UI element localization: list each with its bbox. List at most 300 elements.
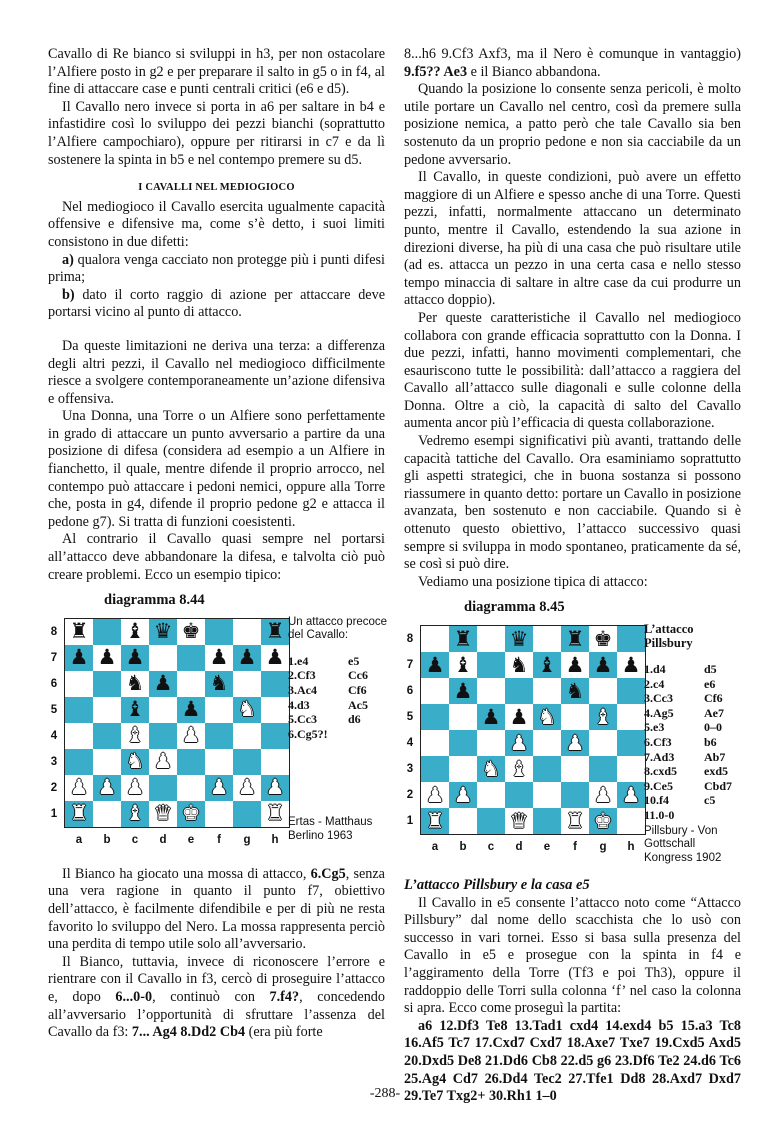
- white-queen-icon: ♛: [153, 801, 173, 826]
- black-move: c5: [704, 793, 716, 808]
- square-c1: [477, 808, 505, 834]
- file-label: c: [131, 833, 139, 846]
- black-queen-icon: ♛: [153, 619, 173, 644]
- black-queen-icon: ♛: [509, 626, 529, 651]
- square-f1: [561, 808, 589, 834]
- square-g1: [233, 801, 261, 827]
- black-rook-icon: ♜: [453, 626, 473, 651]
- paragraph: Nel mediogioco il Cavallo esercita ugualmente capacità offensive e difensive ma, come s’è detto, i suoi limiti consistono in due difetti:: [48, 198, 385, 250]
- square-f6: [561, 678, 589, 704]
- square-b6: [449, 678, 477, 704]
- square-g5: [233, 697, 261, 723]
- square-f8: [205, 619, 233, 645]
- list-item: [48, 252, 385, 287]
- white-pawn-icon: ♟: [453, 782, 473, 807]
- file-label: a: [431, 841, 439, 853]
- white-bishop-icon: ♝: [125, 723, 145, 748]
- square-d1: [505, 808, 533, 834]
- game-event: Berlino 1963: [288, 829, 353, 842]
- square-a3: [65, 749, 93, 775]
- square-b4: [93, 723, 121, 749]
- square-a6: [65, 671, 93, 697]
- square-b8: [93, 619, 121, 645]
- square-h7: [617, 652, 645, 678]
- section-title: I CAVALLI NEL MEDIOGIOCO: [138, 182, 295, 194]
- square-f4: [205, 723, 233, 749]
- square-g7: [233, 645, 261, 671]
- square-f2: [561, 782, 589, 808]
- rank-label: 3: [50, 755, 58, 768]
- square-e8: [533, 626, 561, 652]
- game-event: Kongress 1902: [644, 851, 722, 864]
- square-c8: [477, 626, 505, 652]
- black-rook-icon: ♜: [69, 619, 89, 644]
- black-knight-icon: ♞: [565, 678, 585, 703]
- square-b5: [93, 697, 121, 723]
- square-b7: [93, 645, 121, 671]
- black-move: b6: [704, 734, 717, 749]
- paragraph: Il Bianco, tuttavia, invece di riconoscere l’errore e rientrare con il Cavallo in f3, cercò di proseguire l’attacco e, dopo 6...0-0, continuò con 7.f4?, concedendo all’avversario l’opportunità di sfruttare l’assenza del Cavallo da f3: 7... Ag4 8.Dd2 Cb4 (era più forte: [48, 953, 385, 1041]
- file-label: f: [217, 833, 221, 846]
- white-rook-icon: ♜: [69, 801, 89, 826]
- white-pawn-icon: ♟: [69, 775, 89, 800]
- black-move: Cbd7: [704, 778, 733, 793]
- square-f6: [205, 671, 233, 697]
- paragraph: Il Bianco ha giocato una mossa di attacco, 6.Cg5, senza una vera ragione in quanto il punto f7, obiettivo dell’attacco, è facilmente difendibile e per di più ne resta favorito lo sviluppo del Nero. La mossa rappresenta perciò una perdita di tempo utile solo all’avversario.: [48, 865, 385, 953]
- white-pawn-icon: ♟: [237, 775, 257, 800]
- rank-label: 2: [406, 789, 414, 801]
- square-e4: [177, 723, 205, 749]
- white-pawn-icon: ♟: [181, 723, 201, 748]
- black-move: exd5: [704, 764, 728, 779]
- file-label: c: [487, 841, 495, 853]
- game-players: Ertas - Matthaus: [288, 816, 373, 829]
- page-number: -288-: [369, 1086, 401, 1101]
- square-c3: [121, 749, 149, 775]
- white-move: 6.Cf3: [644, 734, 672, 749]
- black-knight-icon: ♞: [509, 652, 529, 677]
- file-label: e: [543, 841, 551, 853]
- game-players: Gottschall: [644, 838, 696, 851]
- white-move: 10.f4: [644, 793, 669, 808]
- square-h4: [261, 723, 289, 749]
- black-bishop-icon: ♝: [125, 619, 145, 644]
- move-ref: 9.f5?? Ae3: [404, 63, 468, 80]
- black-move: Ab7: [704, 749, 726, 764]
- white-move: 5.e3: [644, 720, 665, 735]
- square-a4: [421, 730, 449, 756]
- square-h5: [261, 697, 289, 723]
- black-rook-icon: ♜: [565, 626, 585, 651]
- square-f4: [561, 730, 589, 756]
- square-a1: [421, 808, 449, 834]
- section-title: L’attacco Pillsbury e la casa e5: [404, 877, 590, 893]
- square-d7: [149, 645, 177, 671]
- black-pawn-icon: ♟: [265, 645, 285, 670]
- square-h8: [261, 619, 289, 645]
- move-ref: 7... Ag4 8.Dd2 Cb4: [131, 1024, 246, 1041]
- white-bishop-icon: ♝: [509, 756, 529, 781]
- black-move: Ac5: [348, 697, 368, 712]
- diagram-footer: [288, 816, 388, 843]
- board-grid: [420, 625, 646, 835]
- paragraph: Per queste caratteristiche il Cavallo nel mediogioco collabora con grande efficacia soprattutto con la Donna. I due pezzi, infatti, hanno movimenti complementari, che esauriscono tutte le possibilità: dall’attacco a raggiera del Cavallo all’attacco sulle diagonali e sulle colonne della Donna. Oltre a ciò, la capacità di salto del Cavallo aumenta ancor più l’efficacia di questa collaborazione.: [404, 309, 741, 432]
- square-f7: [205, 645, 233, 671]
- square-c7: [477, 652, 505, 678]
- square-h5: [617, 704, 645, 730]
- white-king-icon: ♚: [593, 808, 613, 833]
- black-rook-icon: ♜: [265, 619, 285, 644]
- white-knight-icon: ♞: [537, 704, 557, 729]
- paragraph: Il Cavallo nero invece si porta in a6 per saltare in b4 e infastidire così lo sviluppo dei pezzi bianchi (soprattutto l’Alfiere campochiaro), oppure per ritirarsi in c7 e da lì sostenere la spinta in b5 e nel contempo premere su d5.: [48, 98, 385, 168]
- square-f1: [205, 801, 233, 827]
- diagram-sidebar: [644, 623, 744, 865]
- rank-label: 6: [406, 685, 414, 697]
- square-e8: [177, 619, 205, 645]
- square-b1: [449, 808, 477, 834]
- black-move: 0–0: [704, 720, 722, 735]
- file-label: h: [627, 841, 635, 853]
- move-ref: 6.Cg5: [310, 865, 346, 882]
- paragraph: Una Donna, una Torre o un Alfiere sono perfettamente in grado di attaccare un punto avversario a partire da una posizione di difesa (considera ad esempio a un Alfiere in fianchetto, il quale, mentre difende il proprio arrocco, nel contempo può attaccare i pedoni nemici, oppure alla Torre che, posta in g4, difende il proprio pedone g2 e attacca il pedone g7). Si tratta di funzioni coesistenti.: [48, 408, 385, 530]
- white-rook-icon: ♜: [425, 808, 445, 833]
- black-move: Cc6: [348, 668, 368, 683]
- rank-label: 5: [50, 703, 58, 716]
- square-g5: [589, 704, 617, 730]
- white-move: 2.c4: [644, 676, 665, 691]
- white-move: 9.Ce5: [644, 778, 673, 793]
- square-d6: [149, 671, 177, 697]
- white-knight-icon: ♞: [125, 749, 145, 774]
- square-e3: [533, 756, 561, 782]
- board-grid: [64, 618, 290, 828]
- black-pawn-icon: ♟: [593, 652, 613, 677]
- black-move: d5: [704, 662, 717, 676]
- file-label: a: [75, 833, 83, 846]
- rank-label: 7: [50, 651, 58, 664]
- square-f5: [205, 697, 233, 723]
- white-rook-icon: ♜: [265, 801, 285, 826]
- square-h8: [617, 626, 645, 652]
- square-d5: [149, 697, 177, 723]
- square-c8: [121, 619, 149, 645]
- square-a8: [65, 619, 93, 645]
- black-pawn-icon: ♟: [453, 678, 473, 703]
- square-h1: [261, 801, 289, 827]
- square-g8: [233, 619, 261, 645]
- paragraph: Da queste limitazioni ne deriva una terza: a differenza degli altri pezzi, il Cavallo nel mediogioco difficilmente riesce a svolgere contemporaneamente un’azione difensiva e offensiva.: [48, 337, 385, 407]
- diagram-8-44: [48, 615, 388, 866]
- square-g3: [589, 756, 617, 782]
- white-move: 11.0-0: [644, 807, 675, 822]
- black-king-icon: ♚: [593, 626, 613, 651]
- square-g4: [233, 723, 261, 749]
- white-queen-icon: ♛: [509, 808, 529, 833]
- rank-label: 1: [50, 807, 58, 820]
- black-move: Ae7: [704, 705, 724, 720]
- diagram-caption: Un attacco precoce del Cavallo:: [288, 615, 388, 642]
- square-c5: [121, 697, 149, 723]
- diagram-8-45: [404, 623, 741, 873]
- square-c2: [477, 782, 505, 808]
- square-e2: [533, 782, 561, 808]
- white-pawn-icon: ♟: [209, 775, 229, 800]
- game-players: Pillsbury - Von: [644, 824, 718, 837]
- black-knight-icon: ♞: [125, 671, 145, 696]
- file-label: h: [271, 833, 279, 846]
- black-pawn-icon: ♟: [125, 645, 145, 670]
- rank-label: 8: [50, 625, 58, 638]
- square-f5: [561, 704, 589, 730]
- move-list: [644, 662, 744, 823]
- square-g2: [589, 782, 617, 808]
- square-c3: [477, 756, 505, 782]
- white-pawn-icon: ♟: [621, 782, 641, 807]
- black-move: e5: [348, 653, 360, 668]
- square-h3: [261, 749, 289, 775]
- black-bishop-icon: ♝: [537, 652, 557, 677]
- diagram-title: diagramma 8.45: [464, 599, 565, 616]
- rank-label: 2: [50, 781, 58, 794]
- black-pawn-icon: ♟: [481, 704, 501, 729]
- white-pawn-icon: ♟: [97, 775, 117, 800]
- square-d5: [505, 704, 533, 730]
- square-c7: [121, 645, 149, 671]
- square-b3: [93, 749, 121, 775]
- black-pawn-icon: ♟: [97, 645, 117, 670]
- list-item: [48, 287, 385, 322]
- white-move: 6.Cg5?!: [288, 726, 328, 741]
- white-move: 1.d4: [644, 662, 666, 676]
- black-move: Cf6: [704, 691, 723, 706]
- square-e1: [533, 808, 561, 834]
- black-pawn-icon: ♟: [621, 652, 641, 677]
- paragraph: 8...h6 9.Cf3 Axf3, ma il Nero è comunque in vantaggio) 9.f5?? Ae3 e il Bianco abbandona.: [404, 46, 741, 80]
- black-pawn-icon: ♟: [209, 645, 229, 670]
- square-f8: [561, 626, 589, 652]
- move-list: [288, 654, 388, 742]
- square-e2: [177, 775, 205, 801]
- white-move: 1.e4: [288, 653, 309, 668]
- square-e5: [177, 697, 205, 723]
- black-pawn-icon: ♟: [153, 671, 173, 696]
- white-bishop-icon: ♝: [593, 704, 613, 729]
- rank-label: 4: [50, 729, 58, 742]
- paragraph: Al contrario il Cavallo quasi sempre nel portarsi all’attacco deve abbandonare la difesa, e talvolta ciò può creare problemi. Ecco un esempio tipico:: [48, 531, 385, 583]
- move-ref: 6...0-0: [115, 988, 153, 1005]
- file-label: g: [243, 833, 251, 846]
- file-label: b: [103, 833, 111, 846]
- rank-label: 1: [406, 815, 414, 827]
- white-rook-icon: ♜: [565, 808, 585, 833]
- square-a5: [421, 704, 449, 730]
- square-e6: [533, 678, 561, 704]
- square-f2: [205, 775, 233, 801]
- rank-label: 6: [50, 677, 58, 690]
- white-move: 4.Ag5: [644, 705, 674, 720]
- square-g7: [589, 652, 617, 678]
- square-g3: [233, 749, 261, 775]
- square-d4: [505, 730, 533, 756]
- paragraph: Quando la posizione lo consente senza pericoli, è molto utile portare un Cavallo nel centro, così da premere sulla posizione nemica, a patto però che tale Cavallo sia ben sostenuto da un proprio pedone e non sia cacciabile da un pedone avversario.: [404, 81, 741, 168]
- square-d8: [149, 619, 177, 645]
- file-label: f: [573, 841, 577, 853]
- black-move: Cf6: [348, 683, 367, 697]
- paragraph: Vedremo esempi significativi più avanti, trattando delle capacità tattiche del Cavallo. Ora esaminiamo soprattutto gli aspetti strategici, che in buona sostanza si possono riassumere in quanto detto: portare un Cavallo in posizione avanzata, ben sostenuto e non cacciabile. Quando si è ottenuto questo obiettivo, l’attacco successivo quasi sempre si sviluppa in modo spontaneo, praticamente da sé, se così si può dire.: [404, 433, 741, 573]
- square-c1: [121, 801, 149, 827]
- diagram-sidebar: [288, 616, 388, 844]
- black-move: [348, 727, 398, 742]
- list-text: dato il corto raggio di azione per attaccare deve portarsi vicino al punto di attacco.: [48, 286, 385, 321]
- file-label: d: [159, 833, 167, 846]
- square-c5: [477, 704, 505, 730]
- black-pawn-icon: ♟: [565, 652, 585, 677]
- square-h6: [617, 678, 645, 704]
- white-bishop-icon: ♝: [125, 801, 145, 826]
- list-label: b): [62, 286, 75, 303]
- move-ref: 7.f4?: [269, 988, 300, 1005]
- square-b5: [449, 704, 477, 730]
- black-bishop-icon: ♝: [125, 697, 145, 722]
- square-h2: [261, 775, 289, 801]
- paragraph: Cavallo di Re bianco si sviluppi in h3, per non ostacolare l’Alfiere posto in g2 e per preparare il salto in g5 o in f4, al fine di attaccare case e punti centrali critici (e6 e d5).: [48, 46, 385, 98]
- file-label: e: [187, 833, 195, 846]
- square-d2: [505, 782, 533, 808]
- rank-label: 3: [406, 763, 414, 775]
- rank-label: 4: [406, 737, 414, 749]
- square-g8: [589, 626, 617, 652]
- paragraph: Vediamo una posizione tipica di attacco:: [418, 573, 648, 590]
- square-b2: [449, 782, 477, 808]
- square-a5: [65, 697, 93, 723]
- white-pawn-icon: ♟: [265, 775, 285, 800]
- square-a3: [421, 756, 449, 782]
- square-e5: [533, 704, 561, 730]
- square-h2: [617, 782, 645, 808]
- black-move: d6: [348, 712, 361, 727]
- square-c4: [121, 723, 149, 749]
- square-e3: [177, 749, 205, 775]
- square-b6: [93, 671, 121, 697]
- white-pawn-icon: ♟: [125, 775, 145, 800]
- square-a8: [421, 626, 449, 652]
- square-g6: [589, 678, 617, 704]
- black-king-icon: ♚: [181, 619, 201, 644]
- square-d2: [149, 775, 177, 801]
- square-c4: [477, 730, 505, 756]
- paragraph: Il Cavallo in e5 consente l’attacco noto come “Attacco Pillsbury” dal nome dello scacchista che lo usò con successo in vari tornei. Esso si basa sulla presenza del Cavallo in e5 e prosegue con la spinta in f4 e l’aggiramento della Torre (Tf3 e poi Th3), oppure il raddoppio delle Torri sulla colonna ‘f’ nel caso la colonna si apra. Ecco come proseguì la partita:: [404, 894, 741, 1017]
- square-g2: [233, 775, 261, 801]
- square-a7: [65, 645, 93, 671]
- square-c6: [121, 671, 149, 697]
- square-a2: [421, 782, 449, 808]
- square-h4: [617, 730, 645, 756]
- square-h7: [261, 645, 289, 671]
- square-d3: [505, 756, 533, 782]
- diagram-footer: [644, 825, 744, 866]
- square-a2: [65, 775, 93, 801]
- square-e4: [533, 730, 561, 756]
- list-text: qualora venga cacciato non protegge più i punti difesi prima;: [48, 251, 385, 286]
- rank-label: 5: [406, 711, 414, 723]
- white-move: 2.Cf3: [288, 668, 316, 683]
- black-move: [704, 808, 754, 823]
- file-label: d: [515, 841, 523, 853]
- black-pawn-icon: ♟: [509, 704, 529, 729]
- black-knight-icon: ♞: [209, 671, 229, 696]
- black-pawn-icon: ♟: [181, 697, 201, 722]
- square-f3: [561, 756, 589, 782]
- white-move: 3.Cc3: [644, 691, 673, 706]
- file-label: g: [599, 841, 607, 853]
- square-d3: [149, 749, 177, 775]
- square-c6: [477, 678, 505, 704]
- square-d8: [505, 626, 533, 652]
- white-pawn-icon: ♟: [565, 730, 585, 755]
- square-a4: [65, 723, 93, 749]
- square-h6: [261, 671, 289, 697]
- white-pawn-icon: ♟: [593, 782, 613, 807]
- square-g6: [233, 671, 261, 697]
- square-d6: [505, 678, 533, 704]
- white-knight-icon: ♞: [481, 756, 501, 781]
- square-d7: [505, 652, 533, 678]
- white-pawn-icon: ♟: [509, 730, 529, 755]
- square-b2: [93, 775, 121, 801]
- black-bishop-icon: ♝: [453, 652, 473, 677]
- left-column: [48, 46, 388, 1042]
- white-move: 3.Ac4: [288, 683, 317, 697]
- square-c2: [121, 775, 149, 801]
- square-g4: [589, 730, 617, 756]
- white-move: 8.cxd5: [644, 764, 677, 779]
- black-pawn-icon: ♟: [425, 652, 445, 677]
- white-move: 5.Cc3: [288, 712, 317, 727]
- black-move: e6: [704, 676, 716, 691]
- white-pawn-icon: ♟: [425, 782, 445, 807]
- black-pawn-icon: ♟: [69, 645, 89, 670]
- square-b4: [449, 730, 477, 756]
- file-label: b: [459, 841, 467, 853]
- paragraph: Il Cavallo, in queste condizioni, può avere un effetto maggiore di un Alfiere e spesso anche di una Torre. Questi pezzi, infatti, normalmente attaccano un determinato punto, mentre il Cavallo, estendendo la sua azione in direzioni diverse, ha più di una casa che può risultare utile (ad es. attacca un pezzo in una certa casa e nello stesso tempo minaccia di saltare in altre case da cui produrre un attacco doppio).: [404, 169, 741, 309]
- black-pawn-icon: ♟: [237, 645, 257, 670]
- square-e7: [533, 652, 561, 678]
- square-d1: [149, 801, 177, 827]
- square-d4: [149, 723, 177, 749]
- diagram-caption: L’attacco Pillsbury: [644, 622, 694, 650]
- rank-label: 7: [406, 659, 414, 671]
- square-f7: [561, 652, 589, 678]
- square-a7: [421, 652, 449, 678]
- white-knight-icon: ♞: [237, 697, 257, 722]
- rank-label: 8: [406, 633, 414, 645]
- square-e7: [177, 645, 205, 671]
- square-e6: [177, 671, 205, 697]
- square-g1: [589, 808, 617, 834]
- list-label: a): [62, 251, 74, 268]
- square-e1: [177, 801, 205, 827]
- square-h1: [617, 808, 645, 834]
- game-score: a6 12.Df3 Te8 13.Tad1 cxd4 14.exd4 b5 15.a3 Tc8 16.Af5 Tc7 17.Cxd7 Cxd7 18.Axe7 Txe7 19.Cxd5 Axd5 20.Dxd5 De8 21.Dd6 Cb8 22.d5 g6 23.Df6 Te2 24.d6 Tc6 25.Ag4 Cd7 26.Dd4 Tec2 27.Tfe1 Dd8 28.Axd7 Dxd7 29.Te7 Txg2+ 30.Rh1 1–0: [404, 1017, 741, 1105]
- diagram-title: diagramma 8.44: [104, 592, 205, 609]
- square-a1: [65, 801, 93, 827]
- square-f3: [205, 749, 233, 775]
- white-move: 7.Ad3: [644, 749, 675, 764]
- square-b8: [449, 626, 477, 652]
- right-column: [404, 46, 741, 1106]
- white-pawn-icon: ♟: [153, 749, 173, 774]
- white-king-icon: ♚: [181, 801, 201, 826]
